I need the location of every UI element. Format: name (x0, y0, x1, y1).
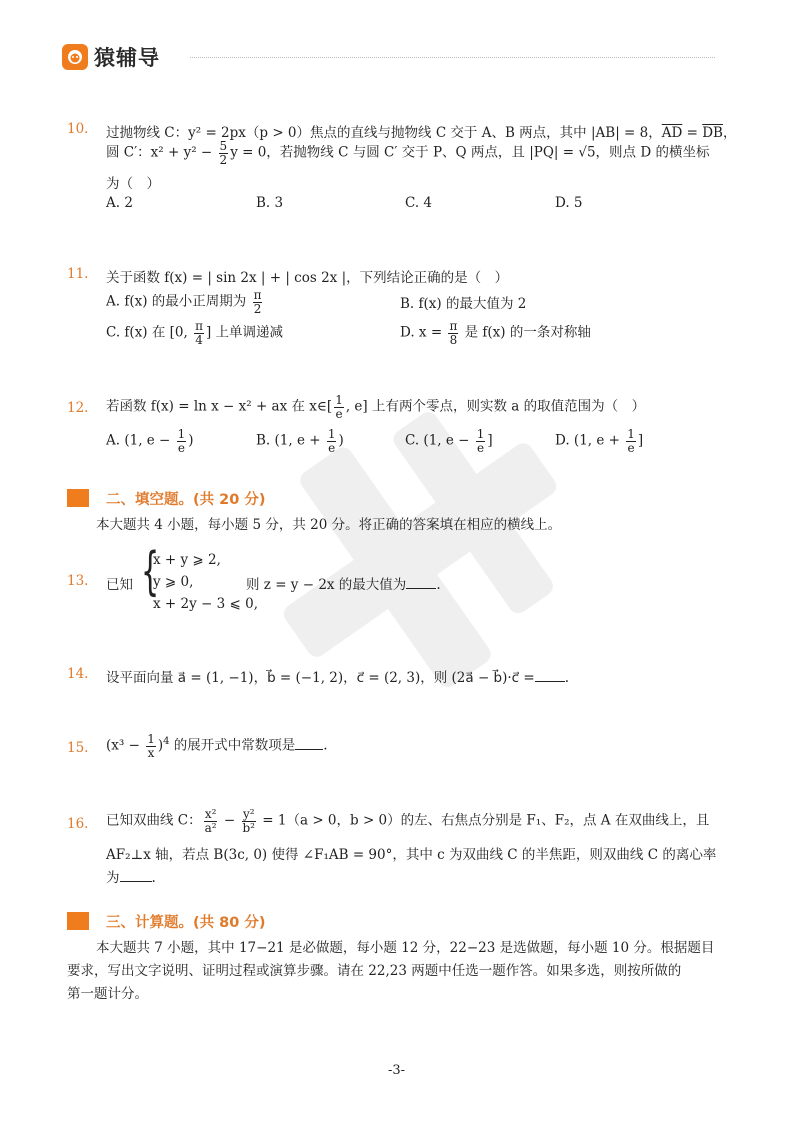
q13-brace: { (141, 542, 160, 602)
section-3-desc-2: 要求，写出文字说明、证明过程或演算步骤。请在 22,23 两题中任选一题作答。如果多选，则按所做的 (67, 963, 682, 979)
q11-option-b: B. f(x) 的最大值为 2 (400, 296, 527, 312)
monkey-icon (62, 44, 88, 70)
q11-stem: 关于函数 f(x) = | sin 2x | + | cos 2x |，下列结论正确的是（ ） (106, 270, 509, 286)
q13-question: 则 z = y − 2x 的最大值为 . (246, 577, 441, 593)
q10-line2: 圆 C′：x² + y² − $\frac{5}{2}$ y = 0，若抛物线 C 与圆 C′ 交于 P、Q 两点，且 |PQ| = √5，则点 D 的横坐标 (106, 139, 710, 167)
q16-line1: 已知双曲线 C： $\frac{\text{x²}}{\text{a²}}$ − $\frac{\text{y²}}{\text{b²}}$ = 1（a > 0，b > 0）的左、右焦点分别是 F₁、F₂，点 A 在双曲线上，且 (106, 807, 710, 835)
q12-number: 12. (67, 400, 89, 416)
q13-number: 13. (67, 573, 89, 589)
q13-ineq-1: x + y ⩾ 2, (153, 552, 221, 568)
section-3-title: 三、计算题。(共 80 分) (106, 915, 266, 931)
q16-line2: AF₂⊥x 轴，若点 B(3c, 0) 使得 ∠F₁AB = 90°，其中 c 为双曲线 C 的半焦距，则双曲线 C 的离心率 (106, 847, 717, 863)
q10-option-b: B. 3 (256, 195, 284, 211)
q12-option-a: A. (1, e − $\frac{1}{e}$ ) (106, 427, 194, 455)
q15-number: 15. (67, 740, 89, 756)
q16-number: 16. (67, 816, 89, 832)
q11-option-a: A. f(x) 的最小正周期为 $\frac{\pi}{2}$ (106, 288, 262, 316)
q13-prefix: 已知 (106, 577, 133, 593)
q16-line3: 为 . (106, 870, 156, 886)
q10-option-c: C. 4 (405, 195, 433, 211)
q13-ineq-3: x + 2y − 3 ⩽ 0, (153, 596, 258, 612)
q12-option-b: B. (1, e + $\frac{1}{e}$ ) (256, 427, 344, 455)
section-2-title: 二、填空题。(共 20 分) (106, 492, 266, 508)
brand-logo (62, 42, 160, 72)
q15-text: (x³ − $\frac{1}{x}$ )$^4$ 的展开式中常数项是 . (106, 732, 328, 760)
q12-stem: 若函数 f(x) = ln x − x² + ax 在 x∈[ $\frac{1}{e}$ , e] 上有两个零点，则实数 a 的取值范围为（ ） (106, 393, 646, 421)
q11-option-d: D. x = $\frac{\pi}{8}$ 是 f(x) 的一条对称轴 (400, 319, 591, 347)
section-marker (67, 489, 89, 507)
q14-text: 设平面向量 a⃗ = (1, −1)，b⃗ = (−1, 2)，c⃗ = (2, 3)，则 (2a⃗ − b⃗)·c⃗ = . (106, 670, 570, 686)
header-divider (190, 57, 715, 58)
q11-option-c: C. f(x) 在 [0, $\frac{\pi}{4}$ ] 上单调递减 (106, 319, 284, 347)
q10-line3: 为（ ） (106, 176, 160, 192)
q10-option-a: A. 2 (106, 195, 133, 211)
section-3-desc-3: 第一题计分。 (67, 986, 148, 1002)
q10-line1: 过抛物线 C：y² = 2px（p > 0）焦点的直线与抛物线 C 交于 A、B 两点，其中 |AB| = 8，$\overline{AD} = \overline{DB}$， (106, 125, 737, 141)
brand-name: 猿辅导 (94, 46, 160, 70)
q13-ineq-2: y ⩾ 0, (153, 574, 194, 590)
section-marker (67, 912, 89, 930)
section-2-desc: 本大题共 4 小题，每小题 5 分，共 20 分。将正确的答案填在相应的横线上。 (96, 517, 562, 533)
section-3-desc-1: 本大题共 7 小题，其中 17−21 是必做题，每小题 12 分，22−23 是选做题，每小题 10 分。根据题目 (96, 940, 715, 956)
q10-option-d: D. 5 (555, 195, 583, 211)
q12-option-c: C. (1, e − $\frac{1}{e}$ ] (405, 427, 493, 455)
page-number: -3- (388, 1063, 406, 1078)
q11-number: 11. (67, 266, 89, 282)
q10-number: 10. (67, 121, 89, 137)
q14-number: 14. (67, 666, 89, 682)
q12-option-d: D. (1, e + $\frac{1}{e}$ ] (555, 427, 644, 455)
